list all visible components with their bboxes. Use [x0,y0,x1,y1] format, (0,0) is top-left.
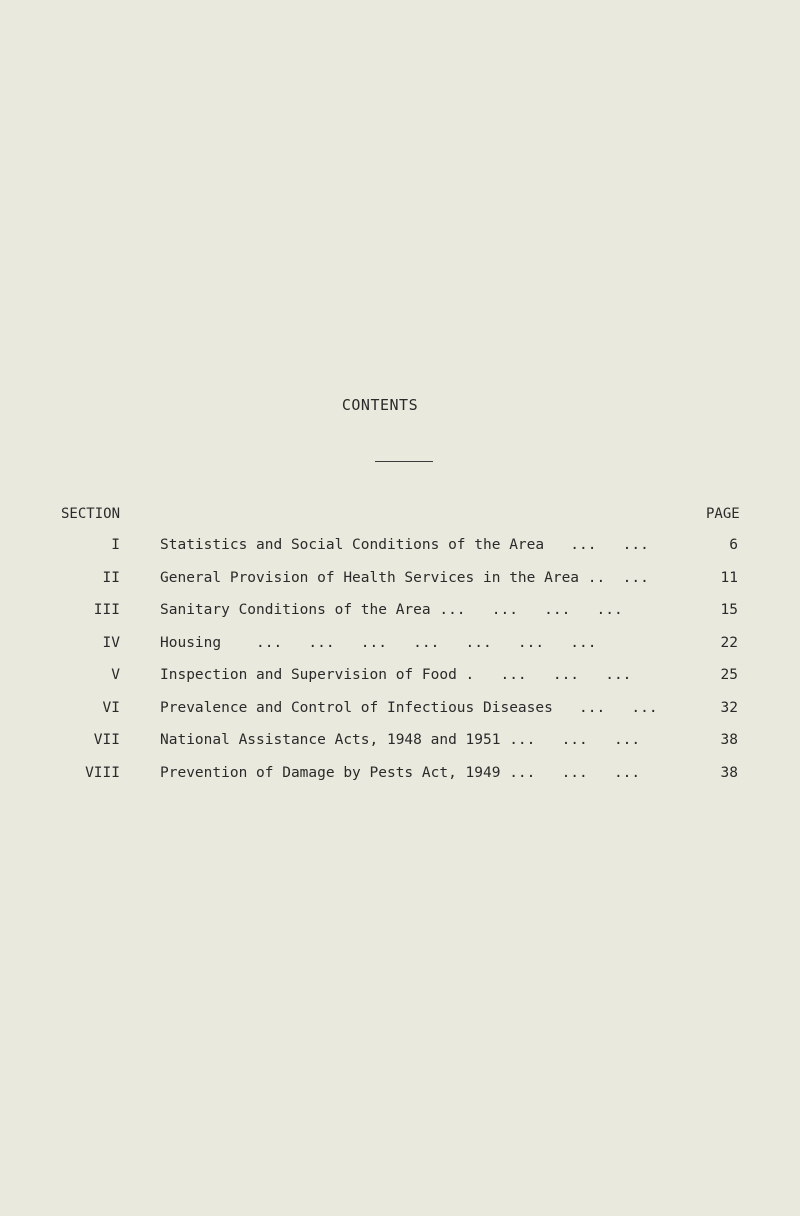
page-number: 6 [729,537,738,553]
contents-entry [0,765,800,798]
page-number: 32 [720,699,738,716]
section-number: III [93,602,120,618]
page-title: CONTENTS [341,396,419,414]
section-number: VI [102,699,120,716]
contents-entry [0,602,800,635]
section-number: IV [102,634,120,651]
section-title: National Assistance Acts, 1948 and 1951 ... ... ... [160,732,641,748]
section-title: Inspection and Supervision of Food . ... ... ... [160,667,632,683]
contents-entry [0,667,800,700]
contents-entry [0,700,800,733]
section-column-header: SECTION [61,506,121,522]
page-number: 11 [720,569,738,586]
section-number: VII [93,732,120,748]
section-title: Housing ... ... ... ... ... ... ... [160,634,597,651]
title-underline [375,461,433,462]
section-number: II [102,569,120,586]
section-title: General Provision of Health Services in the Area .. ... [160,569,649,586]
section-title: Prevalence and Control of Infectious Diseases ... ... [160,699,658,716]
section-number: I [111,537,120,553]
section-title: Statistics and Social Conditions of the Area ... ... [160,537,649,553]
section-title: Prevention of Damage by Pests Act, 1949 ... ... ... [160,764,641,781]
section-title: Sanitary Conditions of the Area ... ... ... ... [160,602,623,618]
section-number: VIII [85,764,120,781]
contents-list [0,537,800,797]
page-number: 15 [720,602,738,618]
contents-entry [0,635,800,668]
contents-entry [0,570,800,603]
contents-entry [0,732,800,765]
page-number: 38 [720,764,738,781]
page-number: 38 [720,732,738,748]
page-column-header: PAGE [706,506,740,522]
page-number: 25 [720,667,738,683]
page-number: 22 [720,634,738,651]
section-number: V [111,667,120,683]
contents-entry [0,537,800,570]
